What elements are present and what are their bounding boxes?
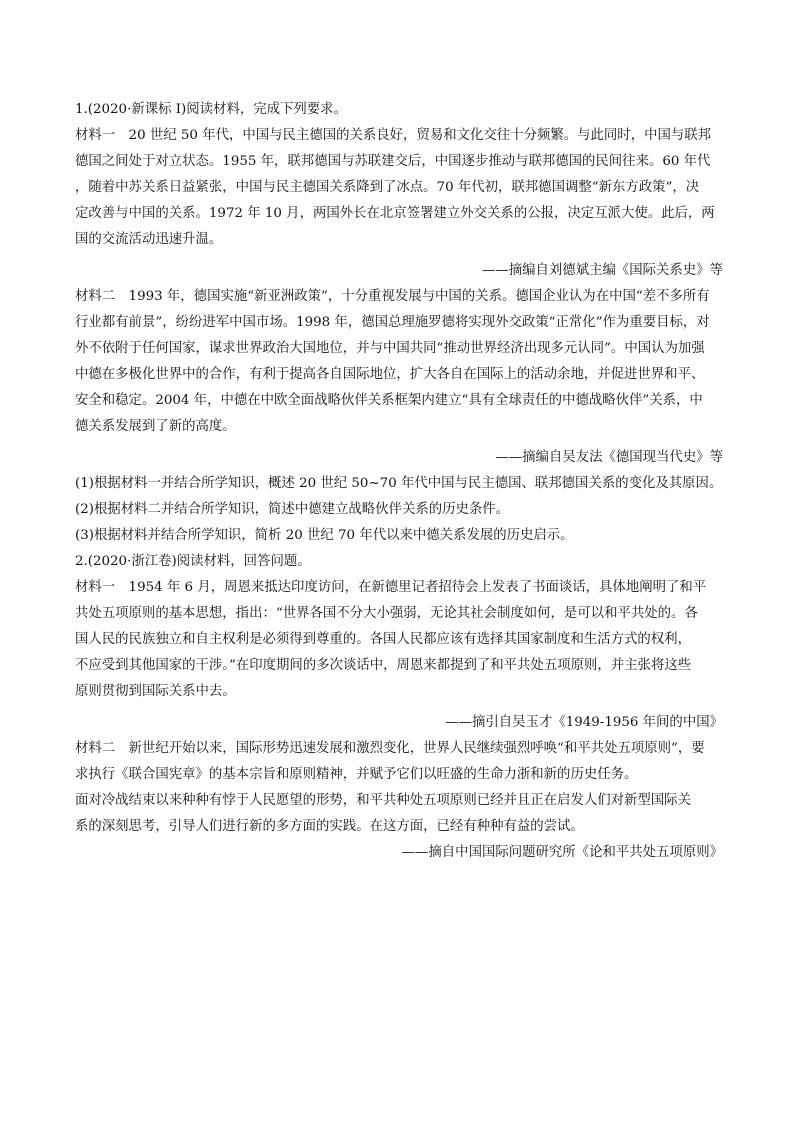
q1-subquestion-3: (3)根据材料并结合所学知识，简析 20 世纪 70 年代以来中德关系发展的历史启示。	[75, 528, 574, 543]
q2-material-1-line: 共处五项原则的基本思想，指出：“世界各国不分大小强弱，无论其社会制度如何，是可以和平共处的。各	[75, 606, 698, 621]
q1-material-1-source: ——摘编自刘德斌主编《国际关系史》等	[481, 263, 723, 278]
question-2-intro: 2.(2020·浙江卷)阅读材料，回答问题。	[75, 554, 311, 569]
q1-material-1-line: 德国之间处于对立状态。1955 年，联邦德国与苏联建交后，中国逐步推动与联邦德国的民间往来。60 年代	[75, 154, 711, 169]
q1-subquestion-1: (1)根据材料一并结合所学知识，概述 20 世纪 50~70 年代中国与民主德国、联邦德国关系的变化及其原因。	[75, 476, 723, 491]
q1-material-1-line: ，随着中苏关系日益紧张，中国与民主德国关系降到了冰点。70 年代初，联邦德国调整“新东方政策”，决	[75, 180, 700, 195]
q2-material-1-line: 材料一 1954 年 6 月，周恩来抵达印度访问，在新德里记者招待会上发表了书面谈话，具体地阐明了和平	[75, 580, 707, 595]
q1-material-2-line: 中德在多极化世界中的合作，有利于提高各自国际地位，扩大各自在国际上的活动余地，并促进世界和平、	[75, 367, 705, 382]
q2-material-1-source: ——摘引自吴玉才《1949-1956 年间的中国》	[445, 715, 723, 730]
question-1-intro: 1.(2020·新课标 I)阅读材料，完成下列要求。	[75, 102, 347, 117]
q2-material-2-line: 面对冷战结束以来种种有悖于人民愿望的形势，和平共种处五项原则已经并且正在启发人们对新型国际关	[75, 793, 691, 808]
q2-material-1-line: 国人民的民族独立和自主权利是必须得到尊重的。各国人民都应该有选择其国家制度和生活方式的权利，	[75, 632, 691, 647]
q1-material-2-line: 材料二 1993 年，德国实施“新亚洲政策”，十分重视发展与中国的关系。德国企业认为在中国“差不多所有	[75, 289, 710, 304]
q2-material-2-line: 求执行《联合国宪章》的基本宗旨和原则精神，并赋予它们以旺盛的生命力浙和新的历史任务。	[75, 767, 638, 782]
q1-material-2-line: 行业都有前景”，纷纷进军中国市场。1998 年，德国总理施罗德将实现外交政策“正常化”作为重要目标，对	[75, 315, 710, 330]
q2-material-1-line: 不应受到其他国家的干涉。”在印度期间的多次谈话中，周恩来都提到了和平共处五项原则，并主张将这些	[75, 658, 692, 673]
q1-material-1-line: 定改善与中国的关系。1972 年 10 月，两国外长在北京签署建立外交关系的公报，决定互派大使。此后，两	[75, 206, 715, 221]
q1-material-2-line: 德关系发展到了新的高度。	[75, 419, 236, 434]
q2-material-1-line: 原则贯彻到国际关系中去。	[75, 684, 236, 699]
q1-material-2-line: 外不依附于任何国家，谋求世界政治大国地位，并与中国共同“推动世界经济出现多元认同”。中国认为加强	[75, 341, 705, 356]
q1-material-1-line: 材料一 20 世纪 50 年代，中国与民主德国的关系良好，贸易和文化交往十分频繁。与此同时，中国与联邦	[75, 128, 712, 143]
document-page	[75, 97, 723, 866]
q1-material-1-line: 国的交流活动迅速升温。	[75, 232, 223, 247]
q2-material-2-line: 材料二 新世纪开始以来，国际形势迅速发展和激烈变化，世界人民继续强烈呼唤“和平共处五项原则”，要	[75, 741, 705, 756]
q1-material-2-line: 安全和稳定。2004 年，中德在中欧全面战略伙伴关系框架内建立“具有全球责任的中德战略伙伴”关系，中	[75, 393, 703, 408]
q2-material-2-source: ——摘自中国国际问题研究所《论和平共处五项原则》	[401, 845, 723, 860]
q1-subquestion-2: (2)根据材料二并结合所学知识，简述中德建立战略伙伴关系的历史条件。	[75, 502, 510, 517]
q1-material-2-source: ——摘编自吴友法《德国现当代史》等	[495, 450, 723, 465]
q2-material-2-line: 系的深刻思考，引导人们进行新的多方面的实践。在这方面，已经有种种有益的尝试。	[75, 819, 584, 834]
